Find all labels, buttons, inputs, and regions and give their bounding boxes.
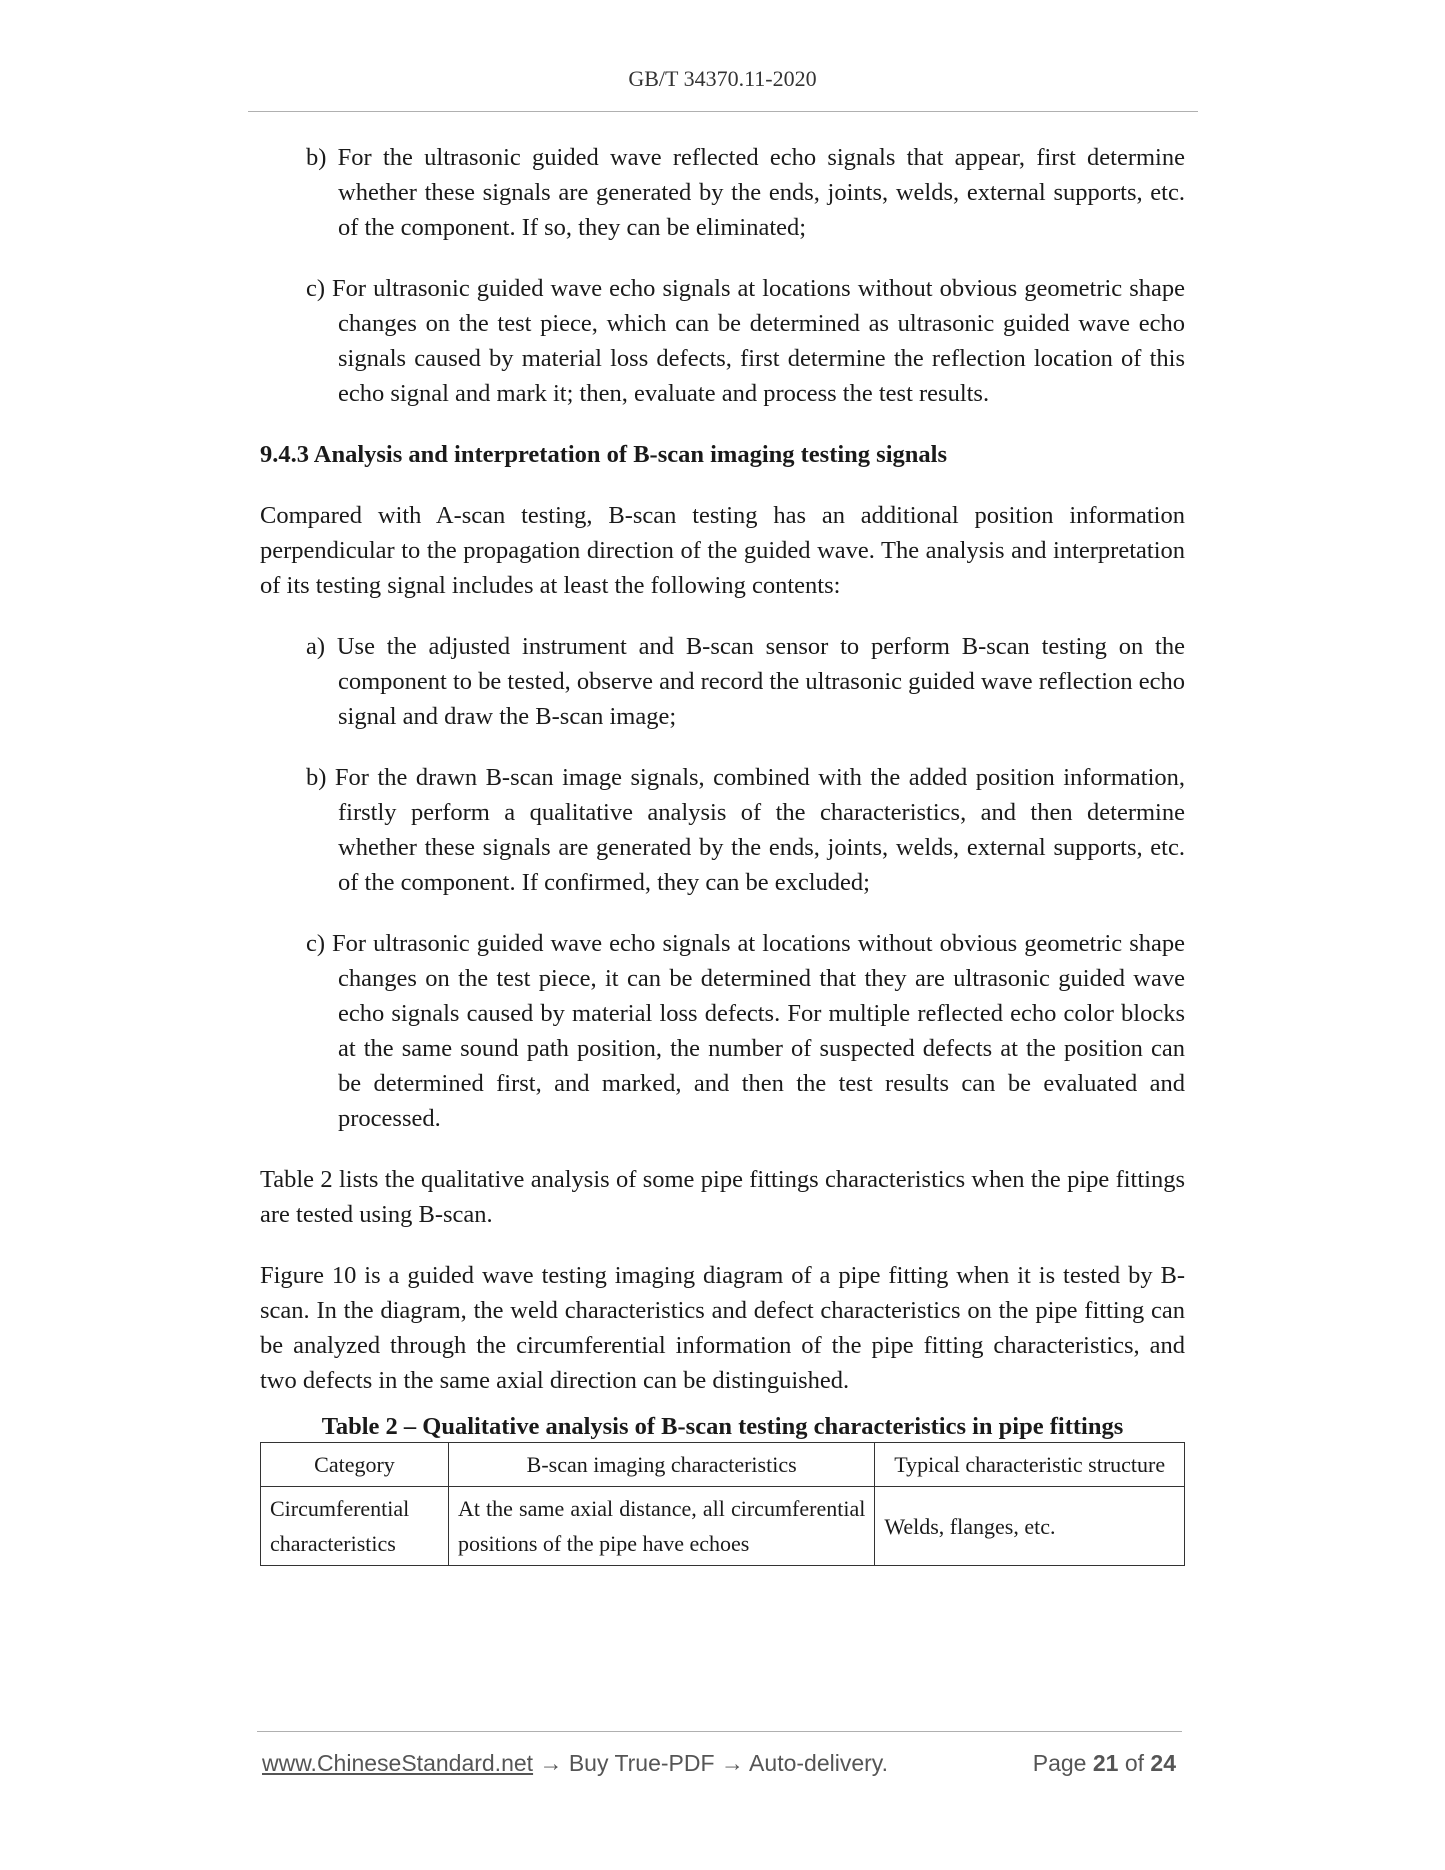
section-heading: 9.4.3 Analysis and interpretation of B-scan imaging testing signals — [260, 441, 947, 468]
list-item: c) For ultrasonic guided wave echo signals at locations without obvious geometric shape changes on the test piece, it can be determined that they are ultrasonic guided wave echo signals caused by material loss defects. For multiple reflected echo color blocks at the same sound path position, the number of suspected defects at the position can be determined first, and marked, and then the test results can be evaluated and processed. — [306, 930, 1185, 1132]
list-item: a) Use the adjusted instrument and B-scan sensor to perform B-scan testing on the component to be tested, observe and record the ultrasonic guided wave reflection echo signal and draw the B-scan image; — [306, 633, 1185, 730]
footer-link[interactable]: www.ChineseStandard.net — [262, 1750, 534, 1776]
header-cell-structure: Typical characteristic structure — [875, 1443, 1185, 1487]
header-divider — [248, 111, 1198, 112]
header-cell-category: Category — [261, 1443, 449, 1487]
page-body — [260, 140, 1185, 1566]
page-current: 21 — [1092, 1750, 1119, 1776]
page-footer — [262, 1750, 1182, 1782]
footer-promo — [262, 1750, 888, 1777]
table-cell: Welds, flanges, etc. — [875, 1487, 1185, 1566]
list-item: b) For the drawn B-scan image signals, combined with the added position information, firstly perform a qualitative analysis of the characteristics, and then determine whether these signals are generated by the ends, joints, welds, external supports, etc. of the component. If confirmed, they can be excluded; — [306, 764, 1185, 896]
table-header-row — [261, 1443, 1185, 1487]
page-of: of — [1124, 1750, 1145, 1776]
characteristics-table — [260, 1442, 1185, 1566]
document-header: GB/T 34370.11-2020 — [628, 66, 817, 91]
footer-promo-text: → Buy True-PDF → Auto-delivery. — [533, 1750, 888, 1776]
paragraph-table-ref: Table 2 lists the qualitative analysis of some pipe fittings characteristics when the pipe fittings are tested using B-scan. — [260, 1166, 1185, 1228]
list-item: c) For ultrasonic guided wave echo signals at locations without obvious geometric shape changes on the test piece, which can be determined as ultrasonic guided wave echo signals caused by material loss defects, first determine the reflection location of this echo signal and mark it; then, evaluate and process the test results. — [306, 275, 1185, 407]
table-cell: At the same axial distance, all circumferential positions of the pipe have echoes — [448, 1487, 874, 1566]
page-number — [1033, 1750, 1176, 1777]
paragraph-figure-ref: Figure 10 is a guided wave testing imaging diagram of a pipe fitting when it is tested by B-scan. In the diagram, the weld characteristics and defect characteristics on the pipe fitting can be analyzed through the circumferential information of the pipe fitting characteristics, and two defects in the same axial direction can be distinguished. — [260, 1262, 1185, 1394]
table-title: Table 2 – Qualitative analysis of B-scan testing characteristics in pipe fittings — [321, 1413, 1124, 1440]
header-cell-imaging: B-scan imaging characteristics — [448, 1443, 874, 1487]
page-label: Page — [1032, 1750, 1087, 1776]
section-intro: Compared with A-scan testing, B-scan testing has an additional position information perpendicular to the propagation direction of the guided wave. The analysis and interpretation of its testing signal includes at least the following contents: — [260, 502, 1185, 599]
list-item: b) For the ultrasonic guided wave reflected echo signals that appear, first determine whether these signals are generated by the ends, joints, welds, external supports, etc. of the component. If so, they can be eliminated; — [306, 144, 1185, 241]
table-row — [261, 1487, 1185, 1566]
table-cell: Circumferential characteristics — [261, 1487, 449, 1566]
page-total: 24 — [1150, 1750, 1176, 1776]
footer-divider — [257, 1731, 1182, 1732]
